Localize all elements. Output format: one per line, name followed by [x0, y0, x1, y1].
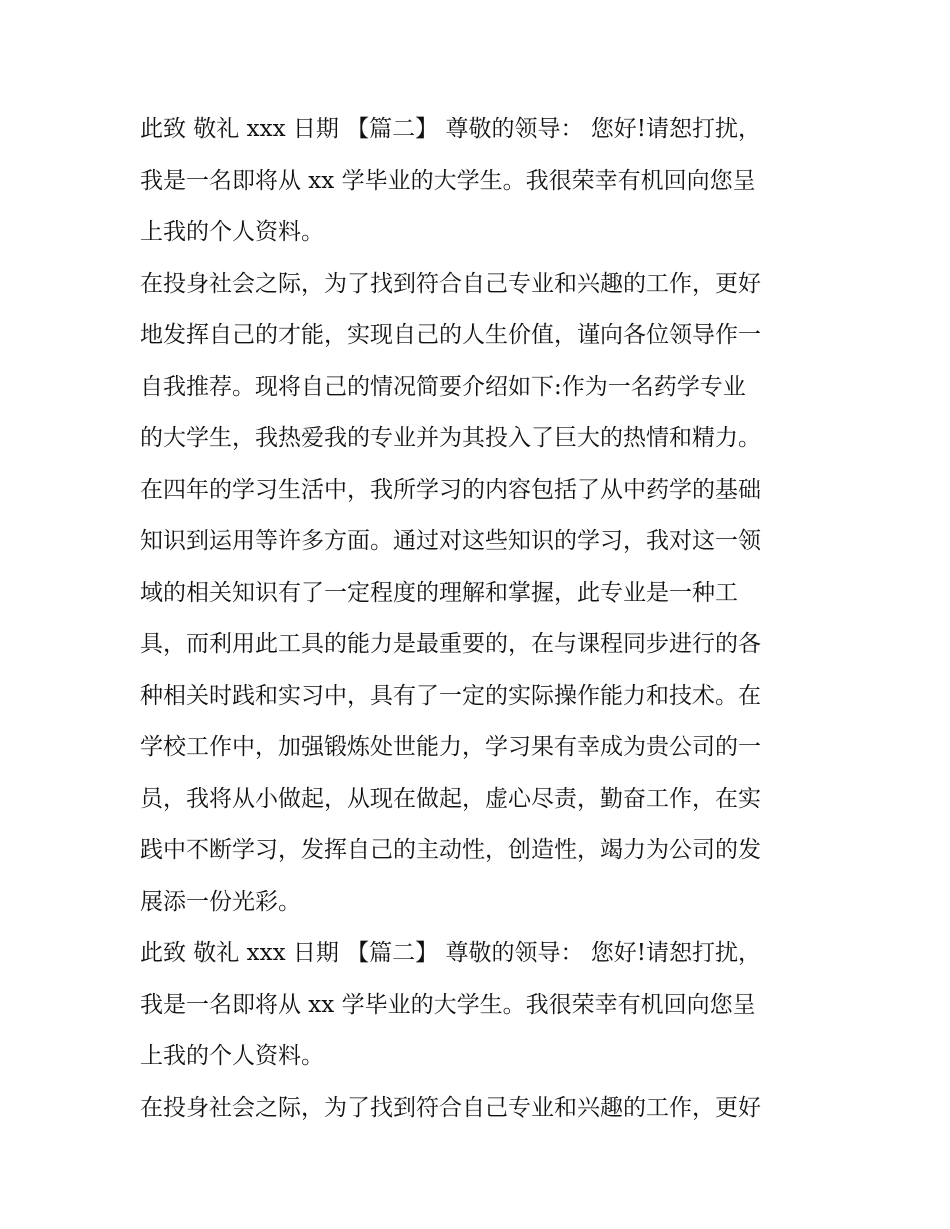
text-line: 在投身社会之际，为了找到符合自己专业和兴趣的工作，更好: [140, 1094, 761, 1121]
text-line: 践中不断学习，发挥自己的主动性，创造性，竭力为公司的发: [140, 837, 761, 863]
text-line: 我是一名即将从 xx 学毕业的大学生。我很荣幸有机回向您呈: [140, 167, 756, 194]
text-line: 我是一名即将从 xx 学毕业的大学生。我很荣幸有机回向您呈: [140, 991, 756, 1018]
text-line: 种相关时践和实习中，具有了一定的实际操作能力和技术。在: [140, 682, 761, 709]
text-line: 在四年的学习生活中，我所学习的内容包括了从中药学的基础: [140, 476, 761, 503]
document-body: [140, 104, 820, 1134]
text-line: 域的相关知识有了一定程度的理解和掌握，此专业是一种工: [140, 579, 738, 606]
text-line: 上我的个人资料。: [140, 219, 324, 245]
text-line: 知识到运用等许多方面。通过对这些知识的学习，我对这一领: [140, 528, 761, 554]
text-line: 具，而利用此工具的能力是最重要的，在与课程同步进行的各: [140, 631, 761, 657]
text-line: 地发挥自己的才能，实现自己的人生价值，谨向各位领导作一: [140, 322, 761, 348]
text-line: 自我推荐。现将自己的情况简要介绍如下:作为一名药学专业: [140, 373, 746, 400]
text-line: 展添一份光彩。: [140, 888, 301, 915]
text-line: 在投身社会之际，为了找到符合自己专业和兴趣的工作，更好: [140, 270, 761, 297]
text-line: 上我的个人资料。: [140, 1043, 324, 1069]
text-line: 此致 敬礼 xxx 日期 【篇二】 尊敬的领导： 您好!请恕打扰，: [140, 940, 762, 966]
text-line: 员，我将从小做起，从现在做起，虚心尽责，勤奋工作，在实: [140, 785, 761, 812]
text-line: 的大学生，我热爱我的专业并为其投入了巨大的热情和精力。: [140, 425, 761, 451]
text-line: 此致 敬礼 xxx 日期 【篇二】 尊敬的领导： 您好!请恕打扰，: [140, 116, 762, 142]
text-line: 学校工作中，加强锻炼处世能力，学习果有幸成为贵公司的一: [140, 734, 761, 760]
